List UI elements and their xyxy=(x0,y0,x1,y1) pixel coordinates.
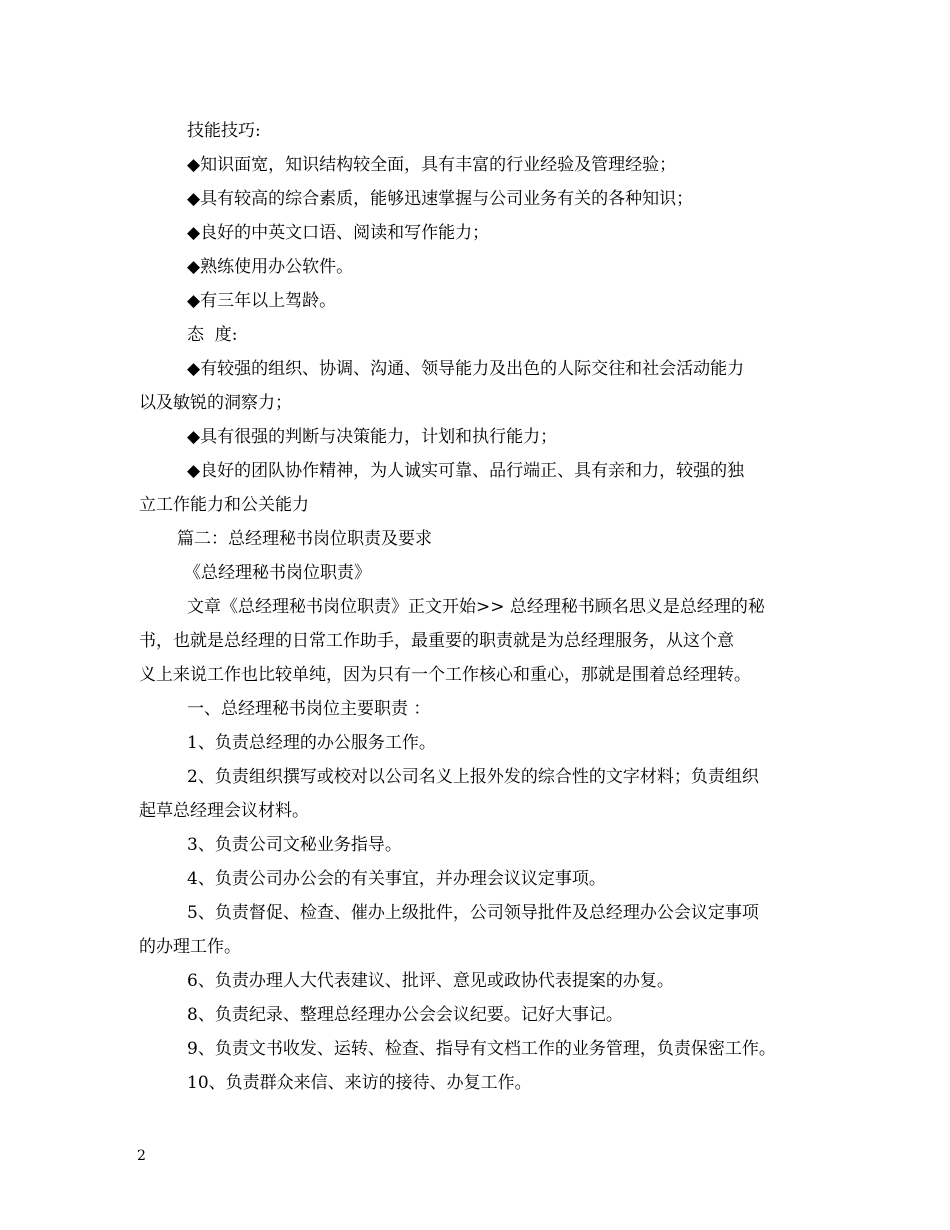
text-line: 以及敏锐的洞察力； xyxy=(139,393,292,413)
list-item: 10、负责群众来信、来访的接待、办复工作。 xyxy=(187,1073,532,1093)
list-item: 2、负责组织撰写或校对以公司名义上报外发的综合性的文字材料；负责组织 xyxy=(187,767,759,787)
text-line: 义上来说工作也比较单纯，因为只有一个工作核心和重心，那就是围着总经理转。 xyxy=(139,665,751,685)
text-line: 书，也就是总经理的日常工作助手，最重要的职责就是为总经理服务，从这个意 xyxy=(139,631,734,651)
subsection-title: 一、总经理秘书岗位主要职责 ： xyxy=(187,699,431,719)
list-item: 5、负责督促、检查、催办上级批件，公司领导批件及总经理办公会议定事项 xyxy=(187,903,759,923)
list-item: 8、负责纪录、整理总经理办公会会议纪要。记好大事记。 xyxy=(187,1005,623,1025)
text-line: ◆具有较高的综合素质，能够迅速掌握与公司业务有关的各种知识； xyxy=(187,189,694,209)
text-line: 起草总经理会议材料。 xyxy=(139,801,309,821)
text-line: ◆良好的中英文口语、阅读和写作能力； xyxy=(187,223,490,243)
article-title: 《总经理秘书岗位职责》 xyxy=(184,563,371,583)
page-number: 2 xyxy=(137,1148,146,1164)
text-line: ◆有较强的组织、协调、沟通、领导能力及出色的人际交往和社会活动能力 xyxy=(187,359,745,379)
section-title: 篇二：总经理秘书岗位职责及要求 xyxy=(177,529,432,549)
text-line: 立工作能力和公关能力 xyxy=(139,495,309,515)
text-line: ◆具有很强的判断与决策能力，计划和执行能力； xyxy=(187,427,558,447)
text-line: 文章《总经理秘书岗位职责》正文开始>> 总经理秘书顾名思义是总经理的秘 xyxy=(187,597,765,617)
list-item: 9、负责文书收发、运转、检查、指导有文档工作的业务管理，负责保密工作。 xyxy=(187,1039,776,1059)
text-line: ◆知识面宽，知识结构较全面，具有丰富的行业经验及管理经验； xyxy=(187,155,677,175)
text-line: ◆有三年以上驾龄。 xyxy=(187,291,337,311)
list-item: 4、负责公司办公会的有关事宜，并办理会议议定事项。 xyxy=(187,869,606,889)
text-line: ◆熟练使用办公软件。 xyxy=(187,257,354,277)
text-line-skills-heading: 技能技巧: xyxy=(187,121,261,141)
list-item: 6、负责办理人大代表建议、批评、意见或政协代表提案的办复。 xyxy=(187,971,674,991)
text-line-attitude-heading: 态 度: xyxy=(187,325,238,345)
list-item: 1、负责总经理的办公服务工作。 xyxy=(187,733,436,753)
text-line: 的办理工作。 xyxy=(139,937,241,957)
list-item: 3、负责公司文秘业务指导。 xyxy=(187,835,402,855)
text-line: ◆良好的团队协作精神，为人诚实可靠、品行端正、具有亲和力，较强的独 xyxy=(187,461,745,481)
